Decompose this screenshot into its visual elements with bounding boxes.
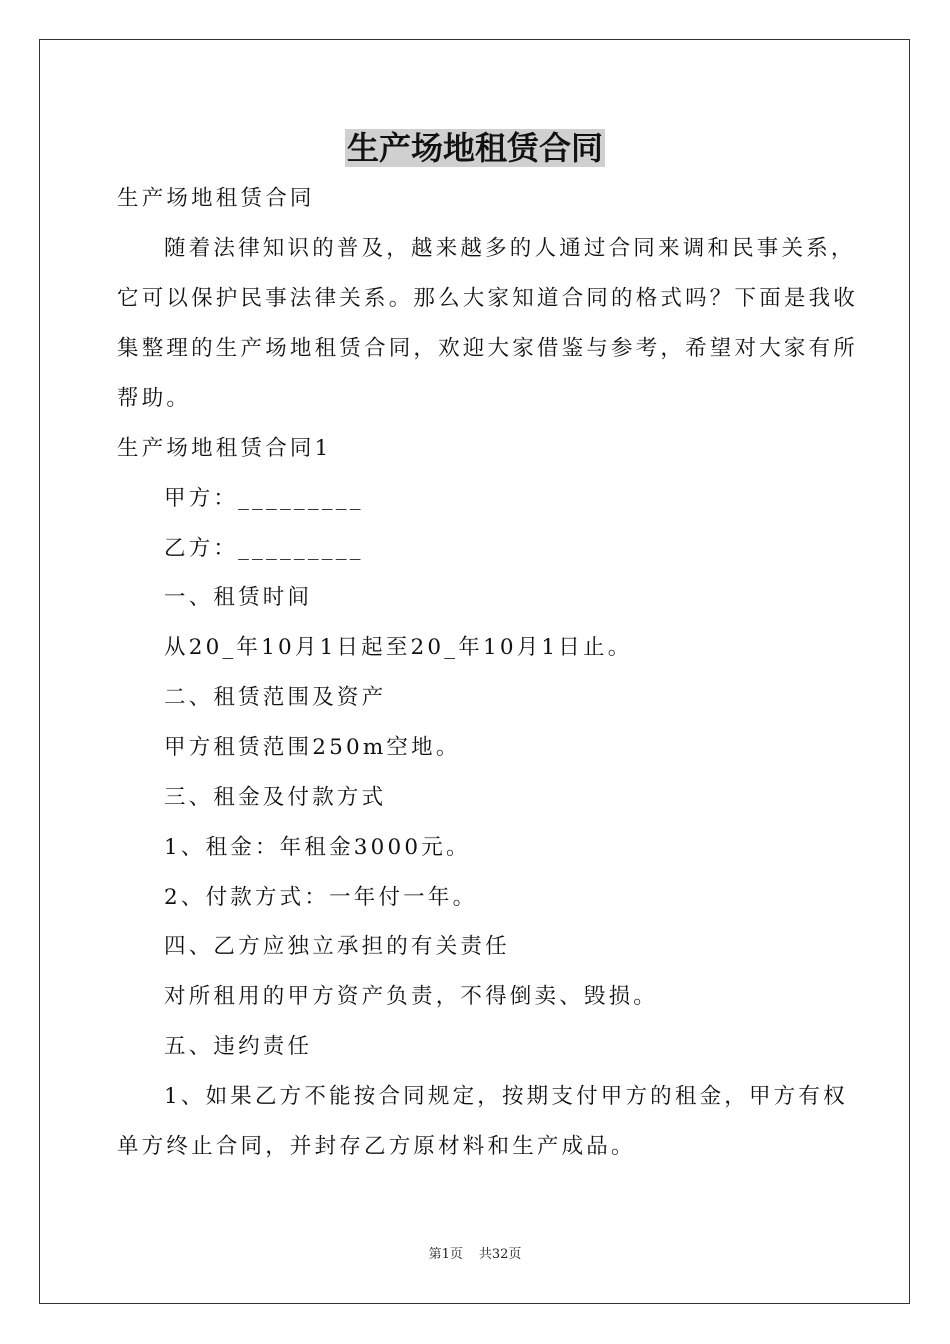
clause-text: 单方终止合同，并封存乙方原材料和生产成品。 [117, 1134, 636, 1159]
page-border [39, 39, 910, 1304]
clause-text: 2、付款方式：一年付一年。 [164, 885, 478, 910]
subtitle-line: 生产场地租赁合同 [117, 186, 315, 211]
paragraph-line: 它可以保护民事法律关系。那么大家知道合同的格式吗？下面是我收 [117, 286, 859, 311]
clause-text: 甲方租赁范围250m空地。 [164, 735, 461, 760]
paragraph-line: 随着法律知识的普及，越来越多的人通过合同来调和民事关系， [164, 236, 856, 261]
document-title-text: 生产场地租赁合同 [346, 129, 603, 167]
clause-text: 1、租金：年租金3000元。 [164, 835, 471, 860]
page-total: 共32页 [478, 1247, 522, 1262]
clause-text: 1、如果乙方不能按合同规定，按期支付甲方的租金，甲方有权 [164, 1084, 848, 1109]
section-heading: 生产场地租赁合同1 [117, 436, 332, 461]
party-a-line: 甲方：_________ [164, 486, 364, 511]
paragraph-line: 帮助。 [117, 386, 192, 411]
clause-heading: 五、违约责任 [164, 1034, 313, 1059]
document-title [0, 126, 950, 170]
clause-text: 对所租用的甲方资产负责，不得倒卖、毁损。 [164, 984, 659, 1009]
paragraph-line: 集整理的生产场地租赁合同，欢迎大家借鉴与参考，希望对大家有所 [117, 336, 859, 361]
clause-heading: 三、租金及付款方式 [164, 785, 387, 810]
clause-text: 从20_年10月1日起至20_年10月1日止。 [164, 635, 633, 660]
page-footer [0, 1246, 950, 1264]
page-number: 第1页 [428, 1247, 463, 1262]
clause-heading: 二、租赁范围及资产 [164, 685, 387, 710]
clause-heading: 四、乙方应独立承担的有关责任 [164, 934, 510, 959]
clause-heading: 一、租赁时间 [164, 585, 313, 610]
party-b-line: 乙方：_________ [164, 536, 364, 561]
